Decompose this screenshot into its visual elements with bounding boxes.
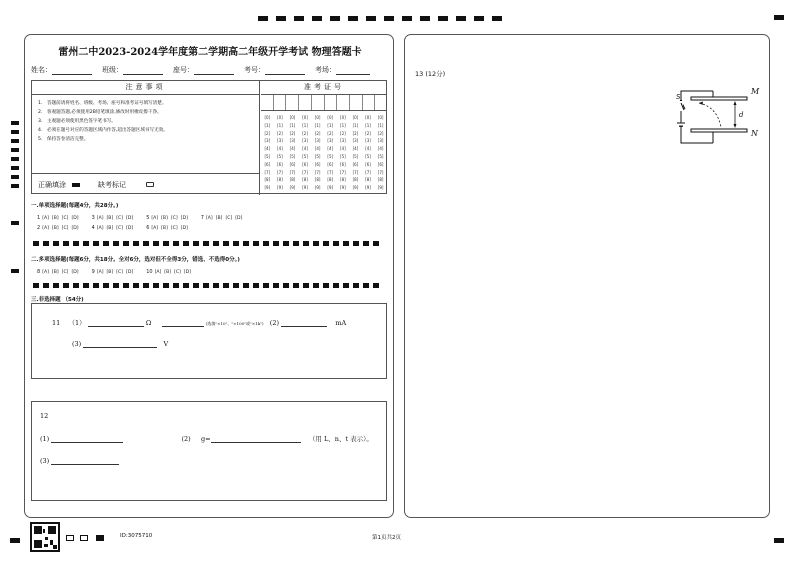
exam-id-bubble[interactable]: [3]: [314, 138, 321, 144]
exam-id-bubble[interactable]: [5]: [365, 153, 371, 159]
exam-id-bubble[interactable]: [1]: [264, 122, 271, 128]
question-11-box[interactable]: [31, 303, 387, 379]
q11-line1: 11 （1） Ω (选填"×10"、"×100"或"×1k") (2) mA: [52, 319, 347, 327]
class-field[interactable]: 班级：: [102, 65, 163, 75]
exam-id-bubble[interactable]: [2]: [289, 130, 296, 136]
exam-id-bubble[interactable]: [0]: [377, 115, 384, 120]
question-5[interactable]: 5 [A] [B] [C] [D]: [146, 215, 188, 221]
answer-sheet-right-page[interactable]: [404, 34, 770, 518]
mc-row-2[interactable]: [37, 225, 201, 231]
question-10[interactable]: 10 [A] [B] [C] [D]: [146, 269, 191, 275]
exam-id-bubble[interactable]: [0]: [352, 115, 359, 120]
q11-answer-2[interactable]: [162, 320, 204, 327]
exam-id-section: [261, 81, 387, 195]
exam-id-bubble[interactable]: [2]: [314, 130, 321, 136]
notice-item: 2. 客观题答题,必须使用2B铅笔填涂,修改时用橡皮擦干净。: [38, 110, 162, 115]
exam-id-bubble[interactable]: [6]: [277, 161, 283, 167]
exam-id-bubble[interactable]: [4]: [314, 146, 321, 152]
exam-id-bubble[interactable]: [7]: [327, 169, 334, 175]
exam-id-bubble[interactable]: [9]: [264, 185, 271, 191]
exam-id-bubble[interactable]: [1]: [289, 122, 296, 128]
exam-id-bubble[interactable]: [3]: [302, 138, 308, 144]
exam-id-bubble[interactable]: [3]: [289, 138, 296, 144]
exam-id-bubble[interactable]: [9]: [289, 185, 296, 191]
exam-id-bubble[interactable]: [8]: [365, 177, 371, 183]
exam-id-bubble[interactable]: [1]: [352, 122, 359, 128]
exam-id-bubble[interactable]: [1]: [277, 122, 283, 128]
exam-id-bubble[interactable]: [2]: [340, 130, 346, 136]
exam-id-bubble[interactable]: [4]: [377, 146, 384, 152]
exam-id-bubble[interactable]: [5]: [314, 153, 321, 159]
exam-id-bubble[interactable]: [6]: [365, 161, 371, 167]
exam-id-bubble[interactable]: [6]: [302, 161, 308, 167]
q13-title: 13 (12分): [415, 70, 446, 78]
exam-id-bubble[interactable]: [3]: [264, 138, 271, 144]
exam-id-bubble[interactable]: [8]: [302, 177, 308, 183]
label-n: N: [751, 129, 758, 138]
section-divider-marks: [33, 241, 379, 246]
exam-id-bubble[interactable]: [6]: [327, 161, 334, 167]
exam-id-bubble[interactable]: [0]: [264, 115, 271, 120]
exam-id-bubble[interactable]: [9]: [352, 185, 359, 191]
footer-id: ID:3075710: [120, 533, 153, 539]
footer-checkbox-2: [80, 535, 88, 541]
exam-id-write-boxes[interactable]: [261, 95, 387, 111]
exam-id-bubble[interactable]: [2]: [352, 130, 359, 136]
exam-id-bubble[interactable]: [8]: [340, 177, 346, 183]
exam-id-bubble[interactable]: [0]: [289, 115, 296, 120]
exam-id-bubble[interactable]: [3]: [377, 138, 384, 144]
exam-id-column[interactable]: [324, 114, 337, 192]
footer-checkbox-3: [96, 535, 104, 541]
sheet-title: 雷州二中2023-2024学年度第二学期高二年级开学考试 物理答题卡: [58, 47, 362, 58]
exam-id-heading: 准考证号: [261, 81, 387, 95]
notice-item: 3. 主观题必须使用黑色签字笔书写。: [38, 119, 116, 124]
exam-id-bubble[interactable]: [2]: [302, 130, 308, 136]
seat-field[interactable]: 座号：: [173, 65, 234, 75]
exam-id-bubble[interactable]: [0]: [327, 115, 334, 120]
correct-fill-label: 正确填涂: [38, 180, 66, 189]
exam-id-bubble[interactable]: [5]: [377, 153, 384, 159]
top-timing-marks: [258, 16, 502, 21]
exam-id-bubble[interactable]: [1]: [302, 122, 308, 128]
exam-id-bubble[interactable]: [4]: [277, 146, 283, 152]
exam-id-column[interactable]: [362, 114, 375, 192]
absent-mark-checkbox[interactable]: [146, 182, 154, 187]
exam-id-bubble[interactable]: [2]: [377, 130, 384, 136]
mc-row-1[interactable]: [37, 215, 255, 221]
question-1[interactable]: 1 [A] [B] [C] [D]: [37, 215, 79, 221]
capacitor-circuit-diagram: [671, 77, 761, 147]
exam-id-column[interactable]: [299, 114, 312, 192]
exam-id-bubble[interactable]: [2]: [365, 130, 371, 136]
name-field[interactable]: 姓名：: [31, 65, 92, 75]
exam-id-bubble[interactable]: [4]: [352, 146, 359, 152]
exam-id-bubble[interactable]: [1]: [340, 122, 346, 128]
exam-id-bubble[interactable]: [6]: [289, 161, 296, 167]
question-12-box[interactable]: [31, 401, 387, 501]
section3-title: 三.非选择题 （54分): [31, 297, 84, 303]
exam-id-bubble[interactable]: [7]: [352, 169, 359, 175]
exam-id-bubble[interactable]: [8]: [289, 177, 296, 183]
notice-item: 1. 答题前请将姓名、班级、考场、座号和准考证号填写清楚。: [38, 101, 167, 106]
q12-answer-2[interactable]: [211, 436, 301, 443]
exam-id-bubble[interactable]: [4]: [365, 146, 371, 152]
exam-id-bubble[interactable]: [8]: [314, 177, 321, 183]
exam-id-bubble[interactable]: [9]: [302, 185, 308, 191]
correct-fill-sample: [72, 183, 80, 187]
exam-id-bubble[interactable]: [2]: [264, 130, 271, 136]
q11-answer-1[interactable]: [88, 320, 144, 327]
exam-id-bubble[interactable]: [4]: [327, 146, 334, 152]
exam-id-bubble[interactable]: [4]: [264, 146, 271, 152]
exam-id-bubble[interactable]: [4]: [289, 146, 296, 152]
exam-id-bubble[interactable]: [7]: [340, 169, 346, 175]
q12-number: 12: [40, 412, 49, 420]
footer-page-number: 第1页共2页: [372, 535, 401, 541]
exam-id-bubble[interactable]: [3]: [327, 138, 334, 144]
corner-mark-bottom-left: [10, 538, 20, 543]
exam-id-bubble[interactable]: [6]: [352, 161, 359, 167]
corner-mark-top-right: [774, 15, 784, 20]
exam-id-bubble[interactable]: [7]: [264, 169, 271, 175]
question-8[interactable]: 8 [A] [B] [C] [D]: [37, 269, 79, 275]
exam-id-bubble[interactable]: [5]: [352, 153, 359, 159]
exam-id-bubble[interactable]: [7]: [365, 169, 371, 175]
exam-id-column[interactable]: [311, 114, 324, 192]
exam-id-bubble[interactable]: [7]: [277, 169, 283, 175]
exam-id-bubble[interactable]: [2]: [327, 130, 334, 136]
label-d: d: [739, 111, 744, 119]
qr-code: [30, 522, 60, 552]
answer-sheet-left-page: [24, 34, 394, 518]
exam-id-column[interactable]: [374, 114, 387, 192]
question-2[interactable]: 2 [A] [B] [C] [D]: [37, 225, 79, 231]
exam-id-bubble[interactable]: [0]: [302, 115, 308, 120]
fill-example-row: [32, 173, 260, 195]
question-7[interactable]: 7 [A] [B] [C] [D]: [200, 215, 243, 221]
exam-id-column[interactable]: [261, 114, 274, 192]
q11-answer-4[interactable]: [83, 341, 157, 348]
exam-id-bubble[interactable]: [6]: [264, 161, 271, 167]
exam-id-bubble[interactable]: [5]: [264, 153, 271, 159]
section-divider-marks: [33, 283, 379, 288]
exam-id-bubble[interactable]: [0]: [365, 115, 371, 120]
exam-room-field[interactable]: 考场：: [315, 65, 370, 75]
exam-id-bubble-grid[interactable]: [261, 111, 387, 192]
q12-answer-3[interactable]: [51, 458, 119, 465]
exam-id-bubble[interactable]: [5]: [340, 153, 346, 159]
exam-id-bubble[interactable]: [0]: [314, 115, 321, 120]
notice-heading: 注意事项: [32, 81, 259, 95]
exam-id-bubble[interactable]: [1]: [365, 122, 371, 128]
exam-id-bubble[interactable]: [2]: [277, 130, 283, 136]
exam-id-bubble[interactable]: [6]: [314, 161, 321, 167]
exam-id-bubble[interactable]: [6]: [340, 161, 346, 167]
exam-id-bubble[interactable]: [6]: [377, 161, 384, 167]
exam-id-column[interactable]: [337, 114, 350, 192]
exam-id-bubble[interactable]: [5]: [289, 153, 296, 159]
exam-id-bubble[interactable]: [8]: [377, 177, 384, 183]
q12-answer-1[interactable]: [51, 436, 123, 443]
exam-id-bubble[interactable]: [5]: [302, 153, 308, 159]
exam-id-bubble[interactable]: [9]: [340, 185, 346, 191]
exam-id-bubble[interactable]: [9]: [314, 185, 321, 191]
exam-id-bubble[interactable]: [9]: [365, 185, 371, 191]
exam-number-field[interactable]: 考号：: [244, 65, 305, 75]
label-m: M: [751, 87, 760, 96]
exam-id-bubble[interactable]: [3]: [365, 138, 371, 144]
q12-line1: (1) (2) g= （用 L、n、t 表示）。: [40, 435, 373, 443]
notice-item: 4. 必须在题号对应的答题区域内作答,超出答题区域书写无效。: [38, 128, 168, 133]
exam-id-bubble[interactable]: [1]: [327, 122, 334, 128]
question-4[interactable]: 4 [A] [B] [C] [D]: [91, 225, 134, 231]
notice-item: 5. 保持答卷清洁完整。: [38, 137, 89, 142]
exam-id-bubble[interactable]: [7]: [289, 169, 296, 175]
exam-id-bubble[interactable]: [7]: [314, 169, 321, 175]
notice-section: [32, 81, 260, 195]
exam-id-bubble[interactable]: [5]: [327, 153, 334, 159]
label-s: S: [676, 93, 681, 101]
footer-checkbox-1: [66, 535, 74, 541]
notice-list: [32, 95, 259, 148]
exam-id-bubble[interactable]: [9]: [377, 185, 384, 191]
exam-id-bubble[interactable]: [7]: [302, 169, 308, 175]
question-6[interactable]: 6 [A] [B] [C] [D]: [146, 225, 188, 231]
notice-and-id-box: [31, 80, 387, 194]
q11-answer-3[interactable]: [281, 320, 327, 327]
exam-id-bubble[interactable]: [9]: [277, 185, 283, 191]
exam-id-column[interactable]: [274, 114, 287, 192]
exam-id-column[interactable]: [286, 114, 299, 192]
exam-id-bubble[interactable]: [5]: [277, 153, 283, 159]
exam-id-bubble[interactable]: [0]: [277, 115, 283, 120]
exam-id-bubble[interactable]: [8]: [327, 177, 334, 183]
exam-id-bubble[interactable]: [1]: [377, 122, 384, 128]
exam-id-bubble[interactable]: [4]: [302, 146, 308, 152]
exam-id-bubble[interactable]: [3]: [277, 138, 283, 144]
student-info-row: [31, 65, 387, 75]
exam-id-bubble[interactable]: [7]: [377, 169, 384, 175]
exam-id-bubble[interactable]: [8]: [264, 177, 271, 183]
absent-mark-label: 缺考标记: [98, 180, 126, 189]
exam-id-column[interactable]: [349, 114, 362, 192]
exam-id-bubble[interactable]: [3]: [352, 138, 359, 144]
exam-id-bubble[interactable]: [0]: [340, 115, 346, 120]
corner-mark-bottom-right: [774, 538, 784, 543]
exam-id-bubble[interactable]: [1]: [314, 122, 321, 128]
q12-line2: (3): [40, 457, 119, 465]
exam-id-bubble[interactable]: [9]: [327, 185, 334, 191]
question-9[interactable]: 9 [A] [B] [C] [D]: [91, 269, 134, 275]
exam-id-bubble[interactable]: [4]: [340, 146, 346, 152]
question-3[interactable]: 3 [A] [B] [C] [D]: [91, 215, 134, 221]
exam-id-bubble[interactable]: [8]: [352, 177, 359, 183]
exam-id-bubble[interactable]: [8]: [277, 177, 283, 183]
section2-title: 二.多项选择题(每题6分，共18分。全对6分，选对但不全得3分，错选、不选得0分。): [31, 257, 240, 263]
exam-id-bubble[interactable]: [3]: [340, 138, 346, 144]
section1-title: 一.单项选择题(每题4分，共28分。): [31, 203, 119, 209]
q11-line2: (3) V: [72, 340, 169, 348]
mc-row-3[interactable]: [37, 269, 204, 275]
